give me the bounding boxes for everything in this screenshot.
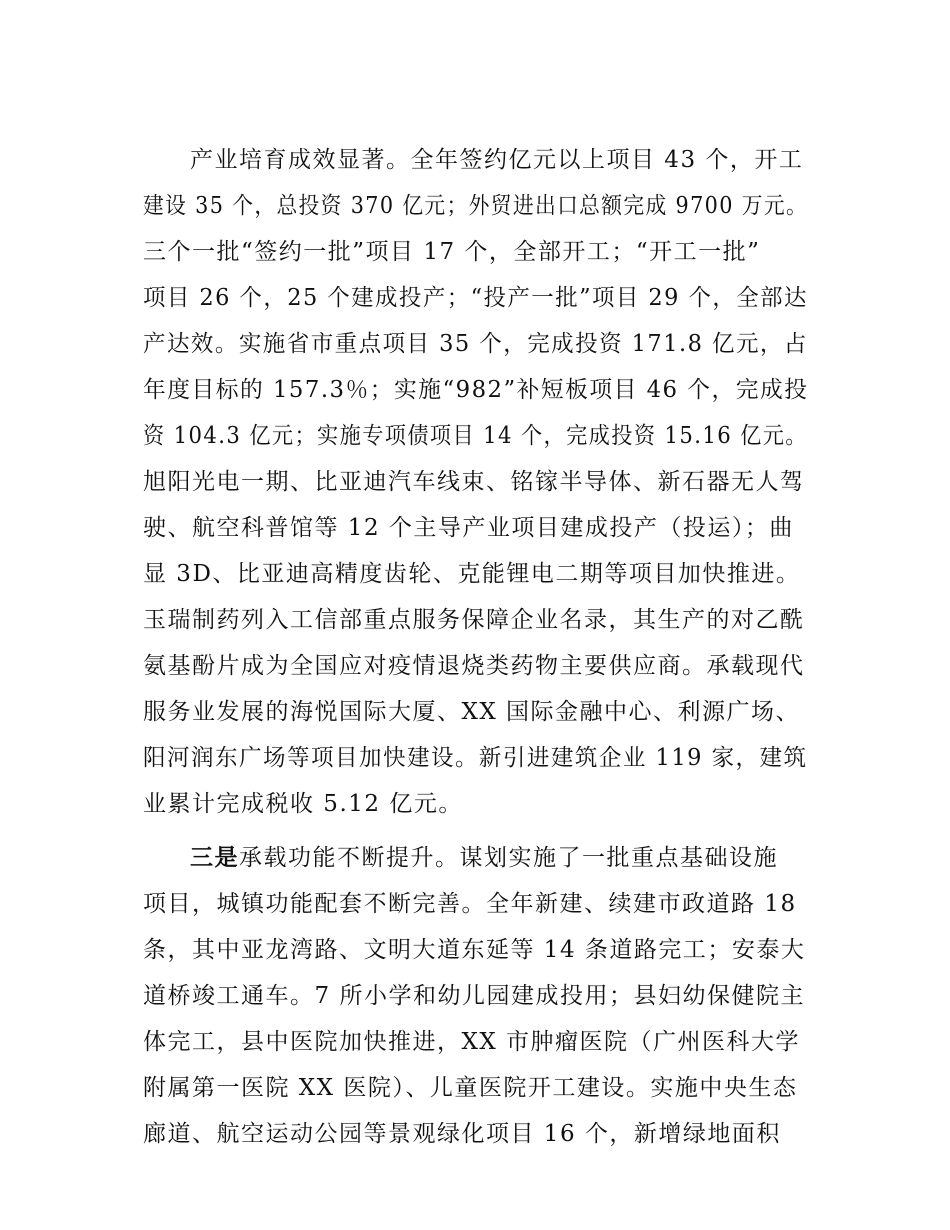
text-line: 产业培育成效显著。全年签约亿元以上项目 43 个，开工 [190,147,804,173]
lead-heading: 三是 [190,844,239,871]
text-line: 条，其中亚龙湾路、文明大道东延等 14 条道路完工；安泰大 [143,937,806,963]
text-line: 业累计完成税收 5.12 亿元。 [143,791,463,817]
text-line: 阳河润东广场等项目加快建设。新引进建筑企业 119 家，建筑 [143,745,808,771]
text-line: 道桥竣工通车。7 所小学和幼儿园建成投用；县妇幼保健院主 [143,983,805,1009]
text-line: 旭阳光电一期、比亚迪汽车线束、铭镓半导体、新石器无人驾 [143,469,805,495]
text-line: 产达效。实施省市重点项目 35 个，完成投资 171.8 亿元，占 [143,331,808,357]
text-line: 项目 26 个，25 个建成投产；“投产一批”项目 29 个，全部达 [143,285,808,311]
lead-text: 承载功能不断提升。谋划实施了一批重点基础设施 [239,845,778,871]
text-line: 附属第一医院 XX 医院）、儿童医院开工建设。实施中央生态 [143,1075,798,1101]
text-line: 资 104.3 亿元；实施专项债项目 14 个，完成投资 15.16 亿元。 [143,423,808,449]
text-line-first [190,843,778,873]
text-line: 体完工，县中医院加快推进，XX 市肿瘤医院（广州医科大学 [143,1029,801,1055]
text-line: 项目，城镇功能配套不断完善。全年新建、续建市政道路 18 [143,891,797,917]
text-line: 年度目标的 157.3％；实施“982”补短板项目 46 个，完成投 [143,377,809,403]
text-line: 廊道、航空运动公园等景观绿化项目 16 个，新增绿地面积 [143,1121,781,1147]
text-line: 三个一批“签约一批”项目 17 个，全部开工；“开工一批” [143,239,761,265]
text-line: 氨基酚片成为全国应对疫情退烧类药物主要供应商。承载现代 [143,653,805,679]
text-line: 服务业发展的海悦国际大厦、XX 国际金融中心、利源广场、 [143,699,801,725]
text-line: 建设 35 个，总投资 370 亿元；外贸进出口总额完成 9700 万元。 [143,193,809,219]
text-line: 玉瑞制药列入工信部重点服务保障企业名录，其生产的对乙酰 [143,607,805,633]
text-line: 显 3D、比亚迪高精度齿轮、克能锂电二期等项目加快推进。 [143,561,801,587]
text-line: 驶、航空科普馆等 12 个主导产业项目建成投产（投运）；曲 [143,515,794,541]
